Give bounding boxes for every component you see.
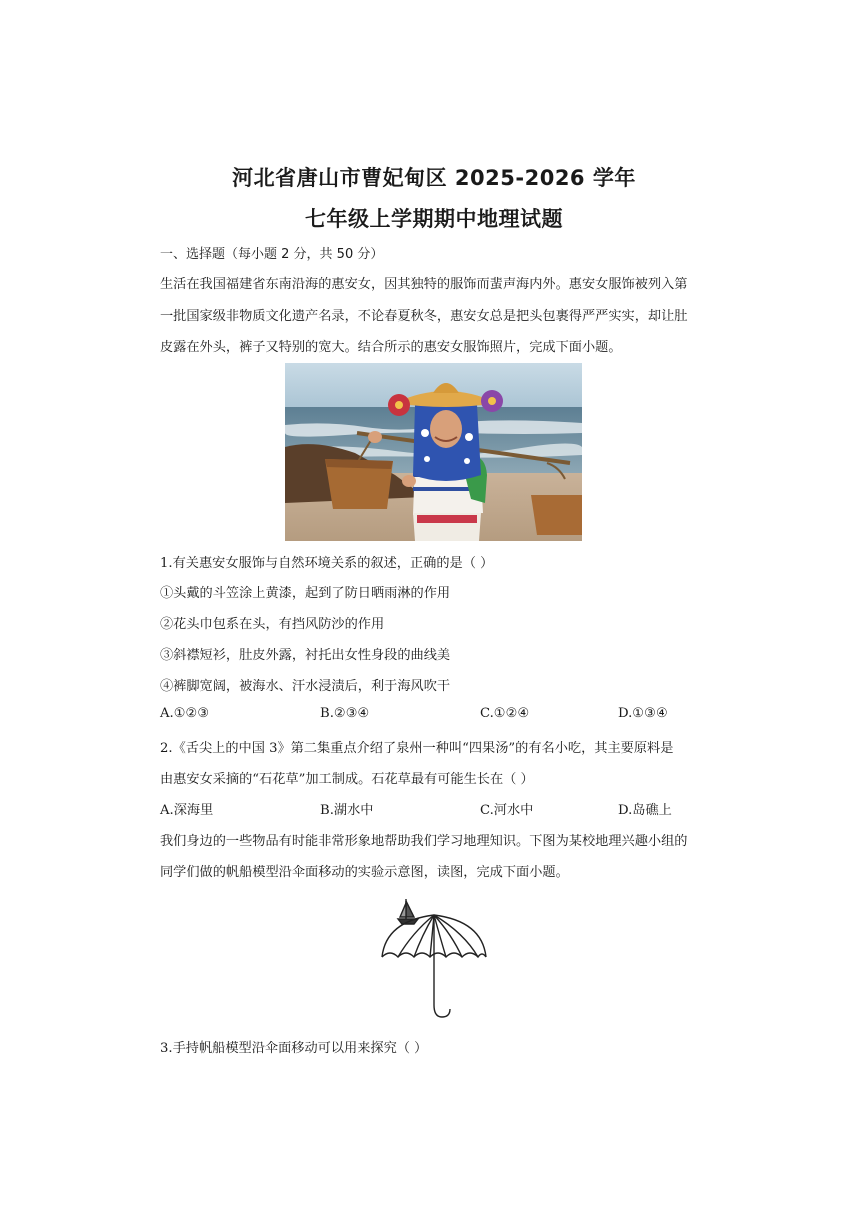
passage1-line: 一批国家级非物质文化遗产名录，不论春夏秋冬，惠安女总是把头包裹得严严实实，却让肚 bbox=[160, 309, 688, 324]
question-2-option-c: C.河水中 bbox=[480, 803, 534, 818]
question-1-statement: ②花头巾包系在头，有挡风防沙的作用 bbox=[160, 617, 385, 632]
passage1-line: 生活在我国福建省东南沿海的惠安女，因其独特的服饰而蜚声海内外。惠安女服饰被列入第 bbox=[160, 277, 688, 292]
question-3-stem: 3.手持帆船模型沿伞面移动可以用来探究（ ） bbox=[160, 1041, 428, 1056]
question-2-option-b: B.湖水中 bbox=[320, 803, 374, 818]
huian-woman-photo bbox=[285, 363, 582, 541]
exam-title-line1: 河北省唐山市曹妃甸区 2025-2026 学年 bbox=[232, 166, 636, 190]
sailboat-icon bbox=[398, 899, 418, 924]
question-1-statement: ③斜襟短衫，肚皮外露，衬托出女性身段的曲线美 bbox=[160, 648, 451, 663]
question-1-stem: 1.有关惠安女服饰与自然环境关系的叙述，正确的是（ ） bbox=[160, 556, 494, 571]
question-1-option-a: A.①②③ bbox=[160, 706, 210, 721]
question-1-statement: ①头戴的斗笠涂上黄漆，起到了防日晒雨淋的作用 bbox=[160, 586, 451, 601]
question-1-option-d: D.①③④ bbox=[618, 706, 668, 721]
passage1-line: 皮露在外头，裤子又特别的宽大。结合所示的惠安女服饰照片，完成下面小题。 bbox=[160, 340, 622, 355]
question-2-option-d: D.岛礁上 bbox=[618, 803, 672, 818]
question-2-option-a: A.深海里 bbox=[160, 803, 214, 818]
passage2-line: 我们身边的一些物品有时能非常形象地帮助我们学习地理知识。下图为某校地理兴趣小组的 bbox=[160, 834, 688, 849]
exam-title-line2: 七年级上学期期中地理试题 bbox=[305, 207, 563, 231]
question-2-stem-line: 2.《舌尖上的中国 3》第二集重点介绍了泉州一种叫“四果汤”的有名小吃，其主要原料是 bbox=[160, 741, 674, 756]
passage2-line: 同学们做的帆船模型沿伞面移动的实验示意图，读图，完成下面小题。 bbox=[160, 865, 569, 880]
question-1-statement: ④裤脚宽阔，被海水、汗水浸渍后，利于海风吹干 bbox=[160, 679, 451, 694]
umbrella-sailboat-diagram bbox=[372, 893, 496, 1023]
question-1-option-b: B.②③④ bbox=[320, 706, 370, 721]
question-2-stem-line: 由惠安女采摘的“石花草”加工制成。石花草最有可能生长在（ ） bbox=[160, 772, 534, 787]
section-heading: 一、选择题（每小题 2 分，共 50 分） bbox=[160, 247, 384, 262]
question-1-option-c: C.①②④ bbox=[480, 706, 530, 721]
